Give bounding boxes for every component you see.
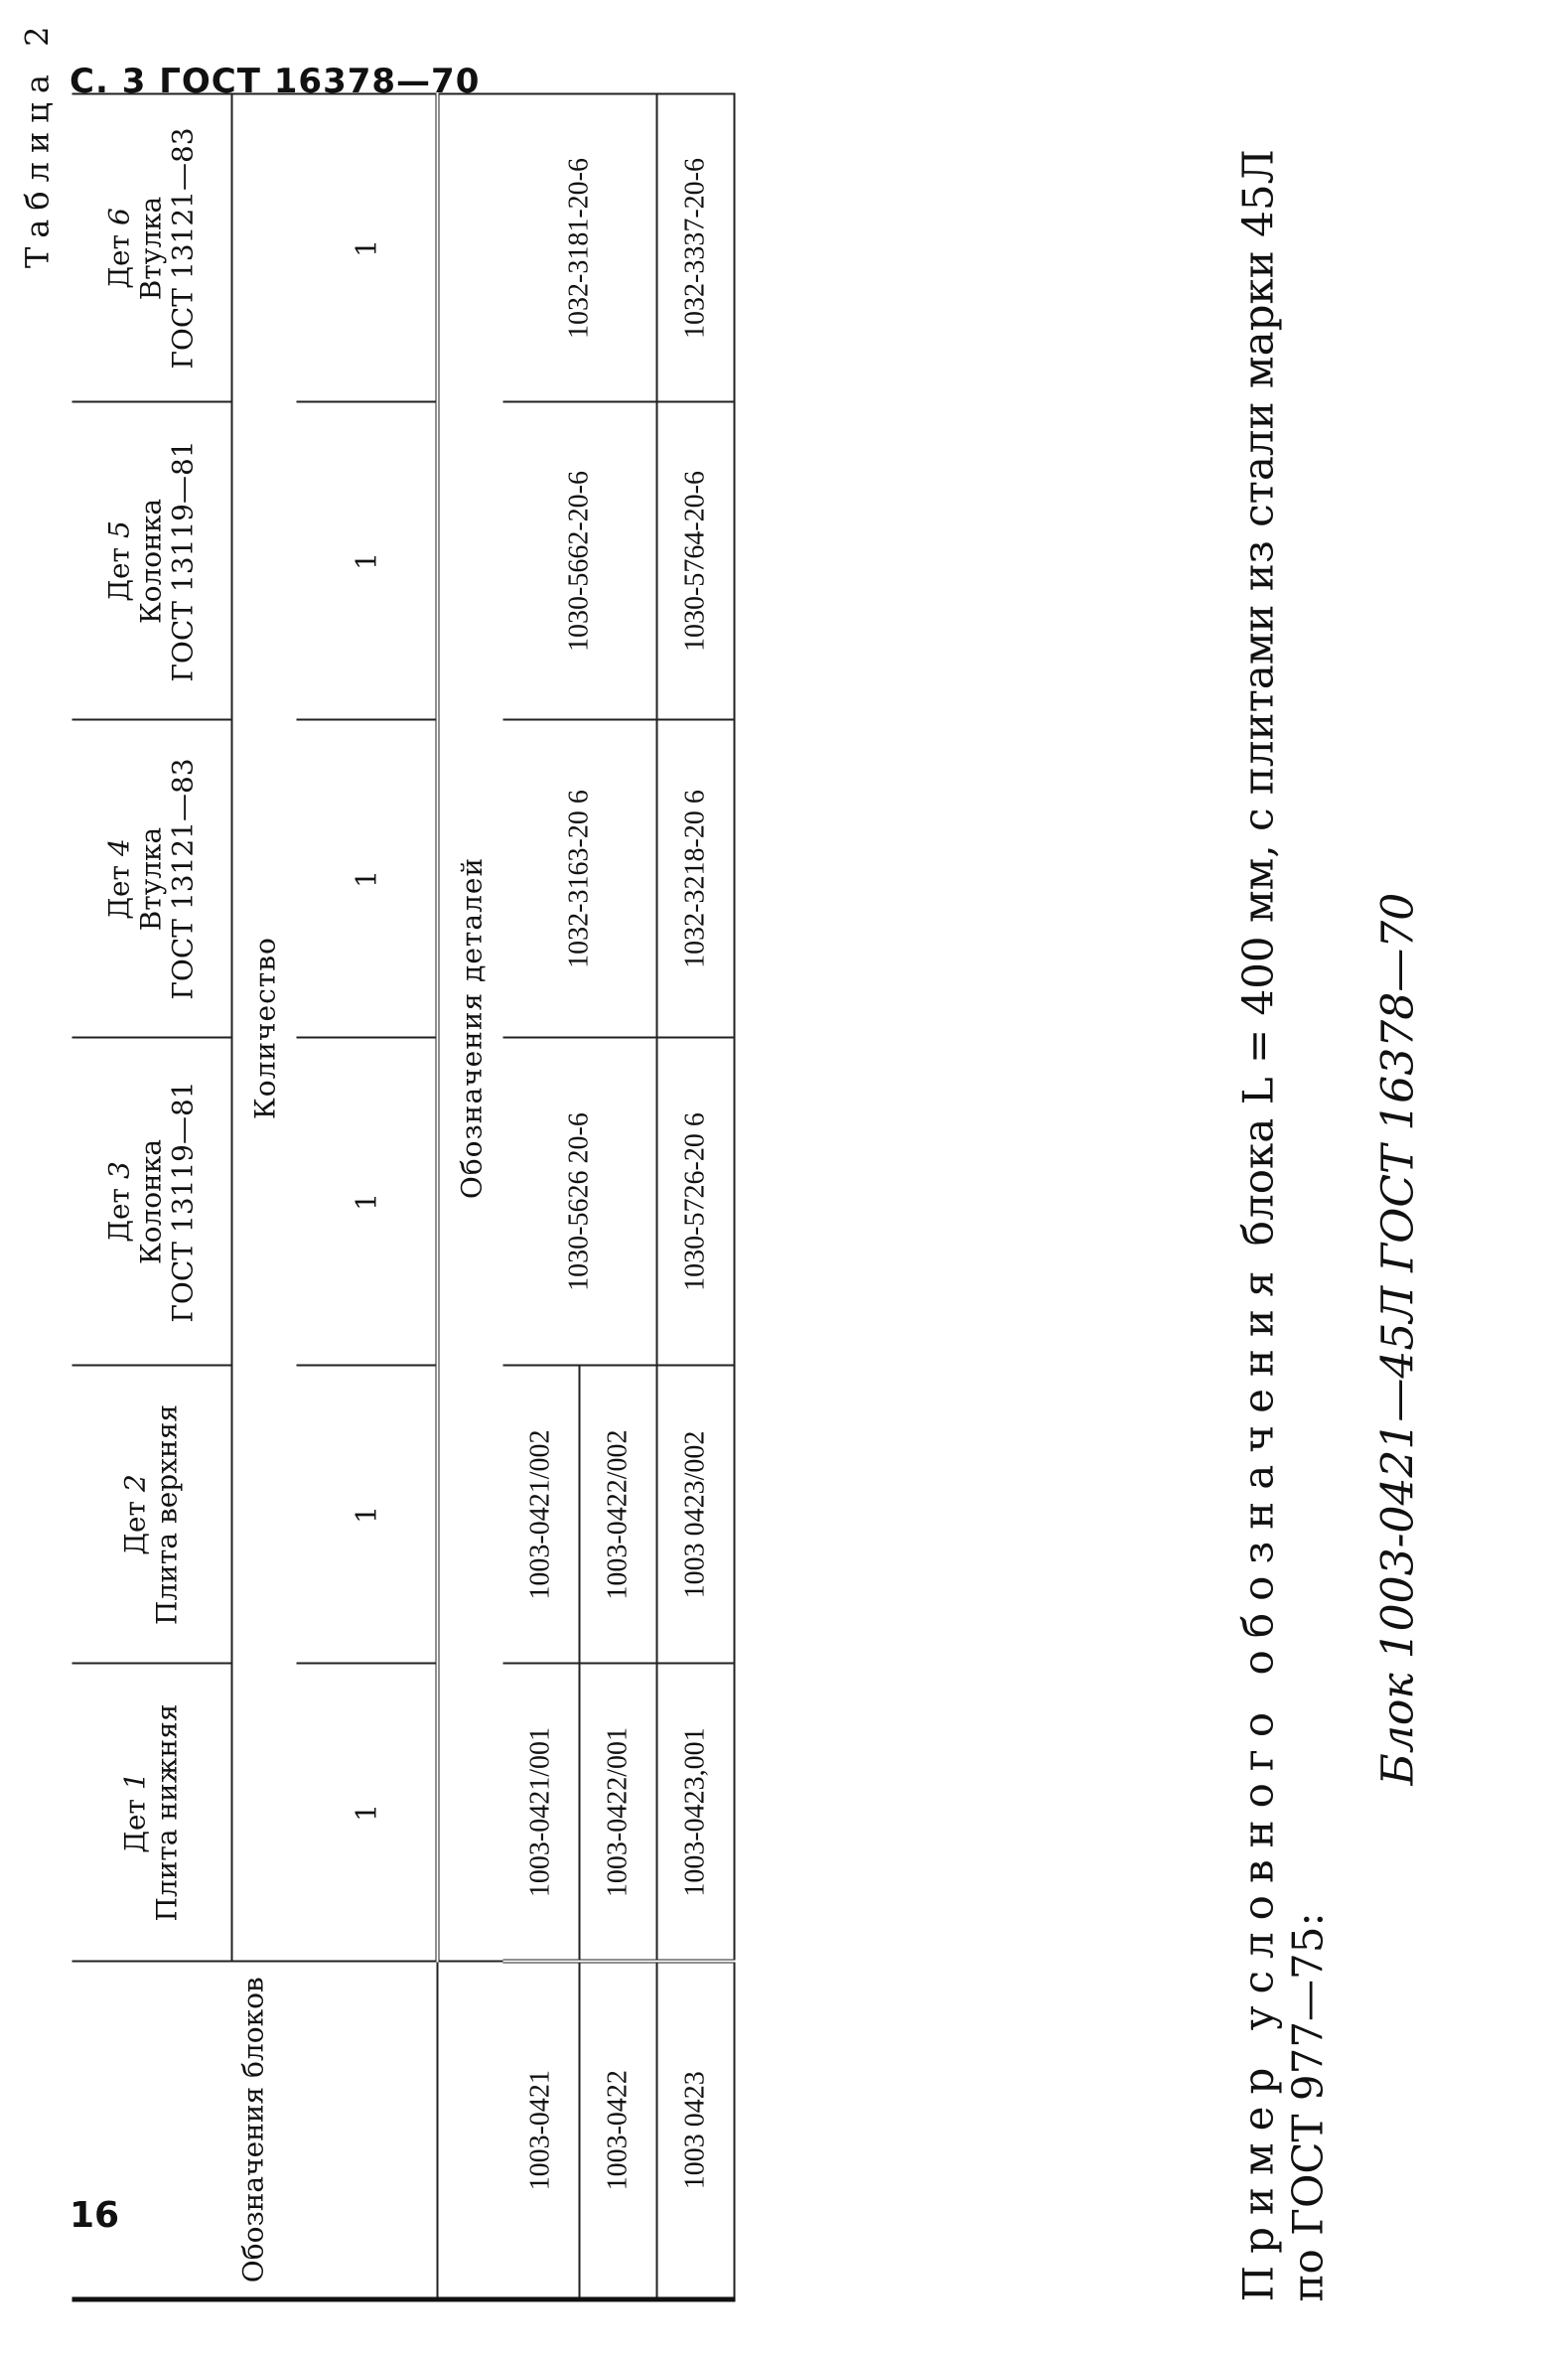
column-header-det-5: Дет 5 Колонка ГОСТ 13119—81 [72, 402, 232, 720]
cell-d2: 1003-0422/002 [580, 1366, 657, 1664]
table-caption: Таблица 2 [18, 17, 57, 269]
quantity-cell: 1 [297, 720, 438, 1038]
column-header-det-6: Дет 6 Втулка ГОСТ 13121—83 [72, 94, 232, 402]
designations-label-row [438, 94, 503, 2299]
table-2 [72, 93, 736, 2302]
cell-d5: 1030-5764-20-6 [657, 402, 735, 720]
cell-d4: 1032-3163-20 6 [503, 720, 657, 1038]
column-header-det-3: Дет 3 Колонка ГОСТ 13119—81 [72, 1038, 232, 1366]
designations-label: Обозначения деталей [438, 94, 503, 1962]
example-text: блока L = 400 мм, с плитами из стали марки 45Л по ГОСТ 977—75: [1233, 149, 1333, 2302]
example-lead: Пример условного обозначения [1233, 1258, 1283, 2302]
example-paragraph [1234, 117, 1335, 2302]
cell-d1: 1003-0423,001 [657, 1664, 735, 1962]
quantity-cell: 1 [297, 1038, 438, 1366]
column-header-det-1: Дет 1 Плита нижняя [72, 1664, 232, 1962]
column-header-det-4: Дет 4 Втулка ГОСТ 13121—83 [72, 720, 232, 1038]
cell-d6: 1032-3337-20-6 [657, 94, 735, 402]
rotated-content [13, 0, 1557, 2342]
blocks-header: Обозначения блоков [72, 1962, 438, 2299]
quantity-cell: 1 [297, 94, 438, 402]
table-row [657, 94, 735, 2299]
quantity-cell: 1 [297, 402, 438, 720]
block-designation: 1003-0421 [503, 1962, 580, 2299]
block-designation: 1003-0422 [580, 1962, 657, 2299]
cell-d1: 1003-0421/001 [503, 1664, 580, 1962]
cell-d3: 1030-5726-20 6 [657, 1038, 735, 1366]
page-number: 16 [70, 2195, 120, 2236]
block-designation: 1003 0423 [657, 1962, 735, 2299]
cell-d2: 1003 0423/002 [657, 1366, 735, 1664]
cell-d3: 1030-5626 20-6 [503, 1038, 657, 1366]
quantity-cell: 1 [297, 1366, 438, 1664]
cell-d1: 1003-0422/001 [580, 1664, 657, 1962]
table-row [503, 94, 580, 2299]
cell-d5: 1030-5662-20-6 [503, 402, 657, 720]
example-designation: Блок 1003-0421—45Л ГОСТ 16378—70 [1372, 892, 1424, 1786]
quantity-cell: 1 [297, 1664, 438, 1962]
page-header: С. 3 ГОСТ 16378—70 [70, 62, 481, 101]
cell-d2: 1003-0421/002 [503, 1366, 580, 1664]
column-header-det-2: Дет 2 Плита верхняя [72, 1366, 232, 1664]
cell-d4: 1032-3218-20 6 [657, 720, 735, 1038]
cell-d6: 1032-3181-20-6 [503, 94, 657, 402]
table-header-row [72, 94, 232, 2299]
quantity-label: Количество [232, 94, 297, 1962]
